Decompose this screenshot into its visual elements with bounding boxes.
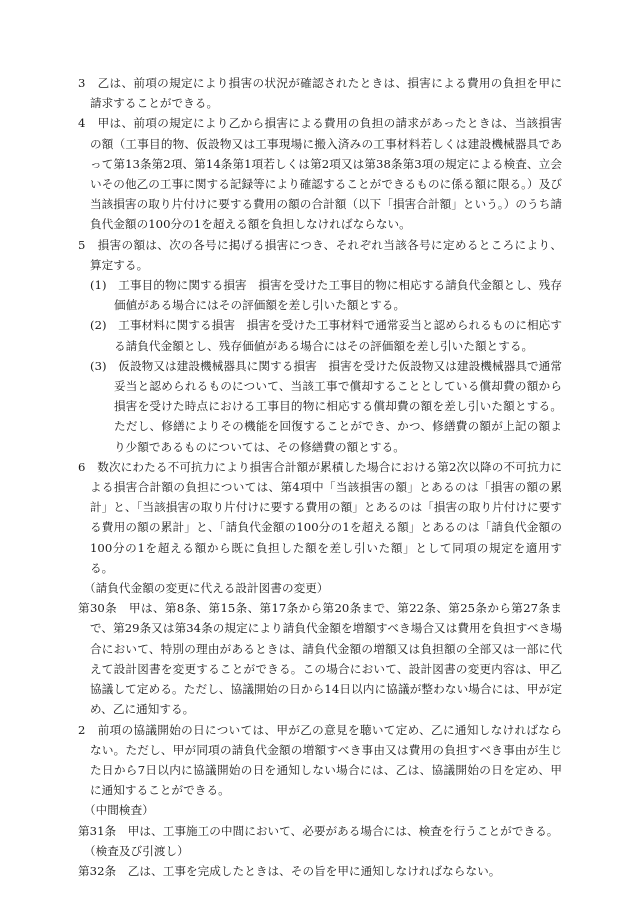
- clause-29-5: 5 損害の額は、次の各号に掲げる損害につき、それぞれ当該各号に定めるところにより、算定する。: [78, 237, 562, 272]
- clause-29-4: 4 甲は、前項の規定により乙から損害による費用の負担の請求があったときは、当該損害の額（工事目的物、仮設物又は工事現場に搬入済みの工事材料若しくは建設機械器具であって第13条第2項、第14条第1項若しくは第2項又は第38条第3項の規定による検査、立会いその他乙の工事に関する記録等により確認することができるものに係る額に限る。）及び当該損害の取り片付けに要する費用の額の合計額（以下「損害合計額」という。）のうち請負代金額の100分の1を超える額を負担しなければならない。: [78, 116, 562, 232]
- article-32: 第32条 乙は、工事を完成したときは、その旨を甲に通知しなければならない。: [78, 863, 501, 878]
- caption-article-32: （検査及び引渡し）: [84, 843, 189, 858]
- clause-29-5-3: (3) 仮設物又は建設機械器具に関する損害 損害を受けた仮設物又は建設機械器具で通常妥当と認められるものについて、当該工事で償却することとしている償却費の額から損害を受けた時点における工事目的物に相応する償却費の額を差し引いた額とする。ただし、修繕によりその機能を回復することができ、かつ、修繕費の額が上記の額より少額であるものについては、その修繕費の額とする。: [90, 358, 562, 454]
- clause-30-2: 2 前項の協議開始の日については、甲が乙の意見を聴いて定め、乙に通知しなければならない。ただし、甲が同項の請負代金額の増額すべき事由又は費用の負担すべき事由が生じた日から7日以内に協議開始の日を通知しない場合には、乙は、協議開始の日を定め、甲に通知することができる。: [78, 722, 562, 798]
- caption-article-31: （中間検査）: [84, 803, 154, 818]
- clause-29-5-2: (2) 工事材料に関する損害 損害を受けた工事材料で通常妥当と認められるものに相応する請負代金額とし、残存価値がある場合にはその評価額を差し引いた額とする。: [90, 318, 562, 353]
- clause-29-5-1: (1) 工事目的物に関する損害 損害を受けた工事目的物に相応する請負代金額とし、残存価値がある場合にはその評価額を差し引いた額とする。: [90, 278, 562, 313]
- caption-article-30: （請負代金額の変更に代える設計図書の変更）: [84, 581, 329, 596]
- clause-29-3: 3 乙は、前項の規定により損害の状況が確認されたときは、損害による費用の負担を甲に請求することができる。: [78, 76, 562, 111]
- article-31: 第31条 甲は、工事施工の中間において、必要がある場合には、検査を行うことができる。: [78, 823, 559, 838]
- document-page: [78, 73, 562, 881]
- article-30: 第30条 甲は、第8条、第15条、第17条から第20条まで、第22条、第25条から第27条まで、第29条又は第34条の規定により請負代金額を増額すべき場合又は費用を負担すべき場合において、特別の理由があるときは、請負代金額の増額又は負担額の全部又は一部に代えて設計図書を変更することができる。この場合において、設計図書の変更内容は、甲乙協議して定める。ただし、協議開始の日から14日以内に協議が整わない場合には、甲が定め、乙に通知する。: [78, 601, 562, 717]
- clause-29-6: 6 数次にわたる不可抗力により損害合計額が累積した場合における第2次以降の不可抗力による損害合計額の負担については、第4項中「当該損害の額」とあるのは「損害の額の累計」と、「当該損害の取り片付けに要する費用の額」とあるのは「損害の取り片付けに要する費用の額の累計」と、「請負代金額の100分の1を超える額」とあるのは「請負代金額の100分の1を超える額から既に負担した額を差し引いた額」として同項の規定を適用する。: [78, 459, 562, 575]
